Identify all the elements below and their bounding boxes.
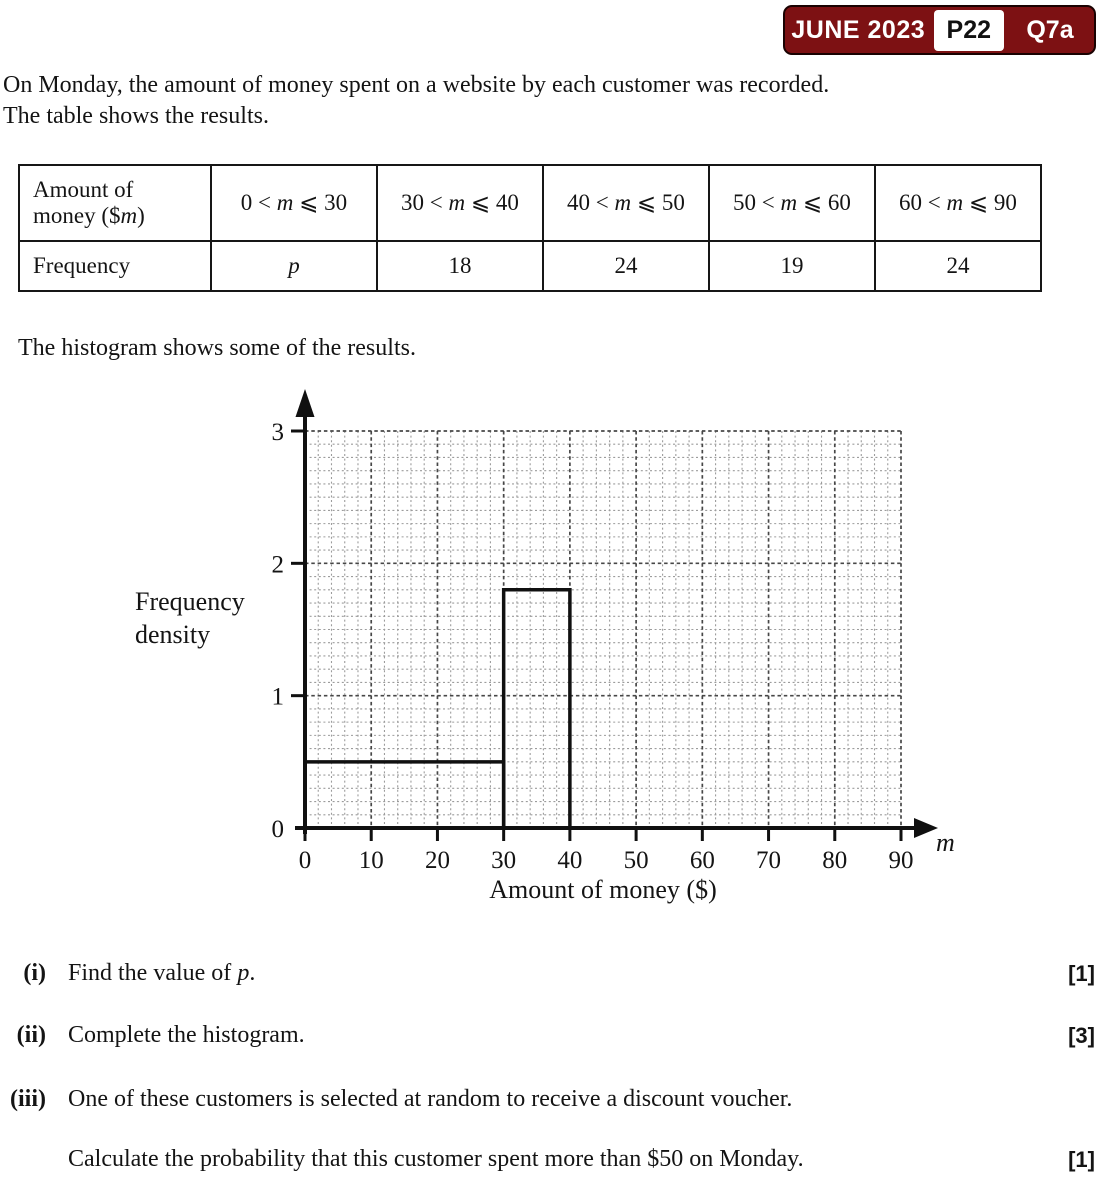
class-header-1: 30 < m ⩽ 40	[377, 165, 543, 241]
svg-text:Amount of money ($): Amount of money ($)	[489, 875, 717, 904]
question-i-number: (i)	[23, 960, 46, 986]
intro-line-2: The table shows the results.	[3, 103, 269, 129]
question-iii-marks: [1]	[1068, 1147, 1095, 1172]
frequency-table	[18, 164, 1042, 292]
svg-text:Frequency: Frequency	[135, 587, 245, 616]
question-i	[0, 960, 1100, 987]
question-i-text: Find the value of p.	[68, 960, 256, 986]
question-ii-number: (ii)	[16, 1022, 46, 1048]
histogram-svg	[0, 383, 1000, 915]
badge-question-code: Q7a	[1026, 15, 1074, 44]
question-iii-text-line2: Calculate the probability that this customer spent more than $50 on Monday.	[68, 1146, 804, 1172]
badge-paper: P22	[934, 10, 1004, 51]
svg-text:70: 70	[756, 847, 782, 874]
svg-text:1: 1	[271, 683, 284, 711]
question-ii-text: Complete the histogram.	[68, 1022, 305, 1048]
svg-text:0: 0	[271, 816, 284, 843]
svg-text:30: 30	[491, 847, 517, 874]
question-iii-text-line1: One of these customers is selected at random to receive a discount voucher.	[68, 1086, 793, 1112]
svg-text:40: 40	[557, 847, 583, 874]
table-corner-cell: Amount of money ($m)	[19, 165, 211, 241]
svg-text:50: 50	[623, 847, 649, 874]
question-iii-line2	[0, 1146, 1100, 1173]
frequency-value-4: 24	[875, 241, 1041, 291]
frequency-row-label: Frequency	[19, 241, 211, 291]
badge-session: JUNE 2023	[791, 15, 926, 44]
frequency-value-1: 18	[377, 241, 543, 291]
frequency-value-0: p	[211, 241, 377, 291]
svg-text:60: 60	[689, 847, 715, 874]
svg-text:20: 20	[424, 847, 450, 874]
svg-text:2: 2	[271, 551, 284, 579]
svg-text:density: density	[135, 620, 211, 649]
question-ii	[0, 1022, 1100, 1049]
question-ii-marks: [3]	[1068, 1023, 1095, 1048]
question-i-marks: [1]	[1068, 961, 1095, 986]
histogram-caption: The histogram shows some of the results.	[18, 335, 416, 361]
frequency-value-3: 19	[709, 241, 875, 291]
frequency-value-2: 24	[543, 241, 709, 291]
question-iii-number: (iii)	[10, 1086, 46, 1112]
intro-line-1: On Monday, the amount of money spent on a website by each customer was recorded.	[3, 72, 830, 98]
question-badge	[783, 5, 1096, 55]
svg-text:m: m	[936, 828, 955, 857]
class-header-4: 60 < m ⩽ 90	[875, 165, 1041, 241]
svg-text:80: 80	[822, 847, 848, 874]
class-header-0: 0 < m ⩽ 30	[211, 165, 377, 241]
svg-text:10: 10	[358, 847, 384, 874]
question-iii-line1	[0, 1086, 1100, 1113]
class-header-3: 50 < m ⩽ 60	[709, 165, 875, 241]
svg-text:3: 3	[271, 419, 284, 446]
svg-text:0: 0	[298, 847, 312, 874]
class-header-2: 40 < m ⩽ 50	[543, 165, 709, 241]
svg-text:90: 90	[888, 847, 914, 874]
intro-paragraph	[3, 70, 829, 132]
